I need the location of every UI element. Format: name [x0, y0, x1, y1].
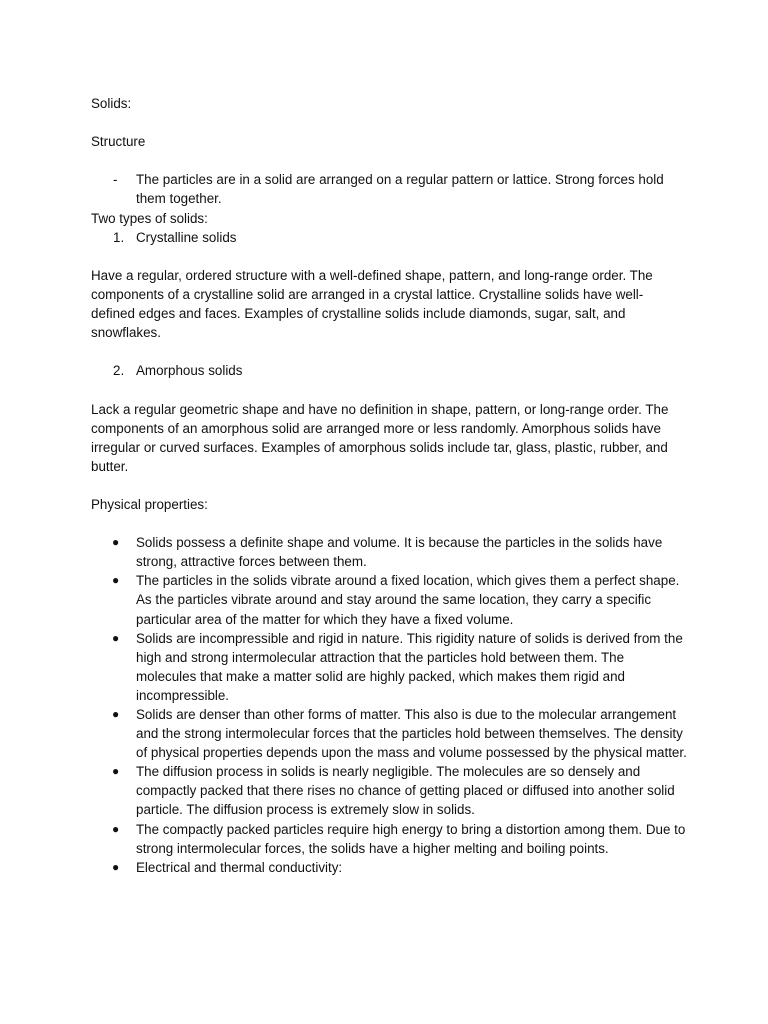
physical-property-item [91, 705, 687, 762]
structure-item-text: The particles are in a solid are arranged on a regular pattern or lattice. Strong forces hold them together. [136, 172, 664, 207]
physical-property-item [91, 762, 687, 819]
type-1-label: Crystalline solids [136, 229, 237, 245]
bullet-icon: ● [112, 630, 120, 645]
type-2-label: Amorphous solids [136, 363, 243, 379]
physical-property-item [91, 571, 687, 628]
bullet-icon: ● [112, 859, 120, 874]
physical-property-text: Solids are incompressible and rigid in nature. This rigidity nature of solids is derived from the high and strong intermolecular attraction that the particles hold between them. The molecules that make a matter solid are highly packed, which makes them rigid and incompressible. [136, 630, 683, 703]
physical-property-text: Electrical and thermal conductivity: [136, 859, 343, 875]
heading-physical-properties: Physical properties: [91, 496, 208, 512]
crystalline-paragraph: Have a regular, ordered structure with a well-defined shape, pattern, and long-range order. The components of a crystalline solid are arranged in a crystal lattice. Crystalline solids have well-defined edges and faces. Examples of crystalline solids include diamonds, sugar, salt, and snowflakes. [91, 267, 653, 341]
blank-line [91, 342, 687, 361]
bullet-icon: ● [112, 535, 120, 550]
bullet-icon: ● [112, 707, 120, 721]
blank-line [91, 247, 687, 266]
physical-property-text: Solids possess a definite shape and volume. It is because the particles in the solids have strong, attractive forces between them. [136, 535, 663, 570]
physical-property-text: The compactly packed particles require high energy to bring a distortion among them. Due to strong intermolecular forces, the solids have a higher melting and boiling points. [136, 821, 686, 856]
physical-property-text: The diffusion process in solids is nearly negligible. The molecules are so densely and compactly packed that there rises no chance of getting placed or diffused into another solid particle. The diffusion process is extremely slow in solids. [136, 764, 675, 818]
heading-structure: Structure [91, 134, 146, 150]
dash-marker: - [113, 172, 118, 188]
types-intro: Two types of solids: [91, 210, 208, 226]
type-2-heading [91, 361, 687, 380]
blank-line [91, 476, 687, 495]
physical-property-item [91, 533, 687, 571]
heading-solids: Solids: [91, 96, 132, 111]
amorphous-paragraph: Lack a regular geometric shape and have no definition in shape, pattern, or long-range order. The components of an amorphous solid are arranged more or less randomly. Amorphous solids have irregular or curved surfaces. Examples of amorphous solids include tar, glass, plastic, rubber, and butter. [91, 401, 669, 474]
physical-property-item [91, 629, 687, 705]
number-marker: 2. [113, 363, 125, 379]
document-body [91, 94, 687, 877]
bullet-icon: ● [112, 821, 120, 836]
blank-line [91, 380, 687, 399]
number-marker: 1. [113, 229, 125, 245]
physical-property-text: The particles in the solids vibrate around a fixed location, which gives them a perfect shape. As the particles vibrate around and stay around the same location, they carry a specific particular area of the matter for which they have a fixed volume. [136, 573, 680, 627]
blank-line [91, 151, 687, 170]
physical-property-item [91, 820, 687, 858]
blank-line [91, 514, 687, 533]
physical-property-text: Solids are denser than other forms of matter. This also is due to the molecular arrangement and the strong intermolecular forces that the particles hold between themselves. The density of physical properties depends upon the mass and volume possessed by the physical matter. [136, 707, 687, 761]
structure-list-item [91, 170, 687, 208]
bullet-icon: ● [112, 573, 120, 588]
bullet-icon: ● [112, 764, 120, 779]
physical-property-item [91, 858, 687, 877]
blank-line [91, 113, 687, 132]
type-1-heading [91, 228, 687, 247]
